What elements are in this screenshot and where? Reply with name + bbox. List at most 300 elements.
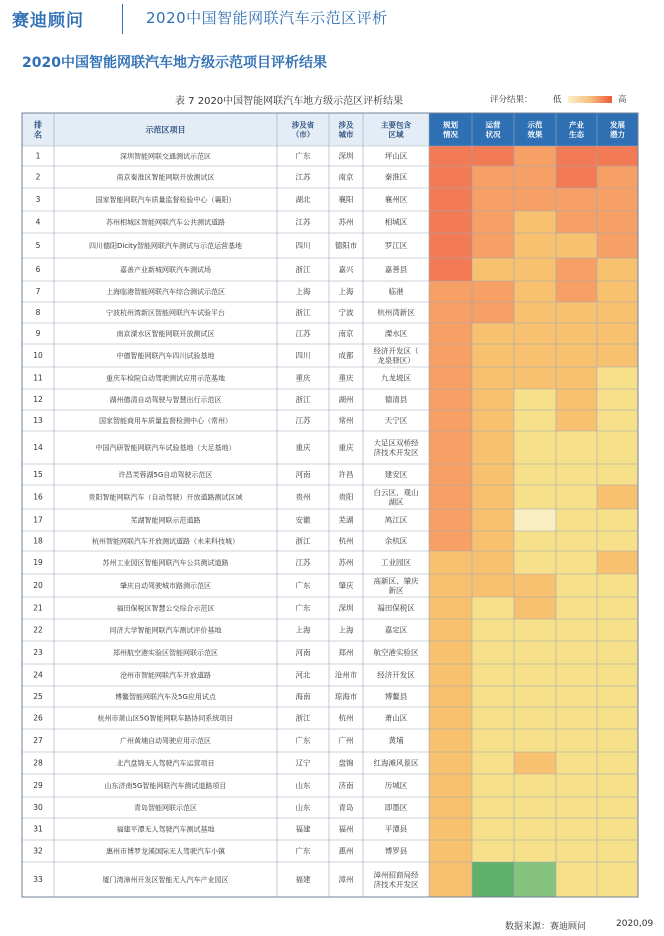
score-cell: [429, 258, 472, 281]
score-cell: [429, 818, 472, 840]
rank-cell: 12: [33, 395, 43, 405]
score-cell: [556, 464, 597, 485]
score-cell: [514, 233, 556, 258]
area-cell: 溧水区: [384, 329, 408, 339]
city-cell: 德阳市: [334, 241, 358, 251]
area-cell: 嘉定区: [384, 625, 408, 635]
area-cell: 德清县: [384, 395, 408, 405]
score-cell: [556, 619, 597, 641]
score-cell: [472, 862, 514, 897]
rank-cell: 8: [35, 308, 41, 318]
rank-cell: 18: [33, 536, 43, 546]
score-cell: [472, 818, 514, 840]
score-cell: [597, 574, 638, 597]
score-cell: [597, 367, 638, 389]
footer-source: 数据来源：赛迪顾问: [505, 922, 587, 932]
score-cell: [514, 619, 556, 641]
project-name-cell: 青岛智能网联示范区: [134, 804, 197, 813]
province-cell: 河北: [295, 670, 311, 680]
score-cell: [514, 774, 556, 797]
score-cell: [472, 664, 514, 686]
score-cell: [429, 485, 472, 509]
city-cell: 漳州: [338, 875, 354, 885]
area-cell: 高新区、肇庆新区: [373, 576, 419, 595]
province-cell: 江苏: [295, 172, 311, 182]
area-cell: 秦淮区: [384, 172, 408, 182]
province-cell: 河南: [295, 648, 311, 658]
score-cell: [597, 686, 638, 707]
rank-cell: 6: [35, 265, 41, 275]
rank-cell: 20: [33, 581, 43, 591]
province-cell: 上海: [295, 287, 311, 297]
score-cell: [597, 729, 638, 752]
score-cell: [429, 797, 472, 818]
col-header-city: 涉及城市: [338, 120, 354, 139]
score-cell: [597, 752, 638, 774]
rank-cell: 26: [33, 713, 43, 723]
province-cell: 广东: [295, 603, 311, 613]
rank-cell: 28: [33, 758, 43, 768]
score-cell: [556, 146, 597, 166]
province-cell: 江苏: [295, 217, 311, 227]
city-cell: 宁波: [338, 308, 354, 318]
province-cell: 广东: [295, 846, 311, 856]
score-cell: [597, 188, 638, 211]
score-cell: [514, 729, 556, 752]
score-cell: [597, 862, 638, 897]
area-cell: 经济开发区: [377, 670, 415, 680]
score-cell: [429, 707, 472, 729]
rank-cell: 13: [33, 416, 43, 426]
project-name-cell: 国家智能商用车质量监督检测中心（常州）: [99, 417, 232, 426]
province-cell: 河南: [295, 470, 311, 480]
score-cell: [597, 774, 638, 797]
area-cell: 天宁区: [384, 416, 408, 426]
score-cell: [597, 707, 638, 729]
score-cell: [472, 258, 514, 281]
score-cell: [597, 509, 638, 531]
city-cell: 广州: [338, 736, 354, 746]
score-cell: [597, 597, 638, 619]
project-name-cell: 博鳌智能网联汽车及5G应用试点: [115, 693, 216, 702]
score-cell: [556, 818, 597, 840]
score-cell: [514, 323, 556, 344]
city-cell: 福州: [338, 824, 354, 834]
rank-cell: 32: [33, 846, 43, 856]
score-cell: [514, 188, 556, 211]
score-cell: [514, 797, 556, 818]
score-cell: [514, 818, 556, 840]
score-cell: [429, 233, 472, 258]
area-cell: 航空港实验区: [373, 648, 419, 658]
score-cell: [429, 281, 472, 302]
project-name-cell: 沧州市智能网联汽车开放道路: [120, 671, 211, 680]
score-cell: [429, 344, 472, 367]
score-cell: [472, 551, 514, 574]
col-header-area: 主要包含区域: [381, 120, 411, 139]
project-name-cell: 苏州工业园区智能网联汽车公共测试道路: [102, 559, 229, 568]
score-cell: [472, 302, 514, 323]
area-cell: 罗江区: [384, 241, 408, 251]
score-cell: [514, 211, 556, 233]
score-cell: [472, 840, 514, 862]
province-cell: 上海: [295, 625, 311, 635]
city-cell: 芜湖: [338, 515, 354, 525]
score-cell: [514, 509, 556, 531]
rank-cell: 14: [33, 443, 43, 453]
rank-cell: 11: [33, 373, 43, 383]
rank-cell: 23: [33, 648, 43, 658]
score-cell: [472, 531, 514, 551]
score-cell: [429, 367, 472, 389]
city-cell: 苏州: [338, 217, 354, 227]
score-cell: [472, 431, 514, 464]
city-cell: 郑州: [338, 648, 354, 658]
project-name-cell: 郑州航空港实验区智能网联示范区: [113, 649, 218, 658]
score-cell: [429, 431, 472, 464]
rank-cell: 16: [33, 492, 43, 502]
score-cell: [556, 729, 597, 752]
score-cell: [429, 597, 472, 619]
province-cell: 湖北: [295, 195, 311, 205]
score-cell: [556, 664, 597, 686]
score-cell: [472, 389, 514, 410]
col-header-name: 示范区项目: [145, 125, 186, 135]
score-cell: [556, 188, 597, 211]
area-cell: 襄州区: [384, 195, 408, 205]
score-cell: [556, 597, 597, 619]
score-cell: [514, 344, 556, 367]
rank-cell: 9: [35, 329, 41, 339]
score-cell: [556, 509, 597, 531]
project-name-cell: 广州黄埔自动驾驶应用示范区: [120, 737, 211, 746]
header-title: 2020中国智能网联汽车示范区评析: [146, 9, 388, 27]
score-cell: [597, 211, 638, 233]
score-cell: [429, 574, 472, 597]
score-cell: [597, 431, 638, 464]
score-cell: [597, 641, 638, 664]
score-cell: [556, 797, 597, 818]
score-cell: [556, 752, 597, 774]
score-cell: [597, 551, 638, 574]
score-cell: [429, 410, 472, 431]
province-cell: 重庆: [295, 373, 311, 383]
area-cell: 福田保税区: [377, 603, 415, 613]
province-cell: 浙江: [295, 536, 311, 546]
province-cell: 四川: [295, 241, 311, 251]
score-cell: [556, 367, 597, 389]
city-cell: 常州: [338, 416, 354, 426]
city-cell: 青岛: [338, 803, 354, 813]
area-cell: 九龙坡区: [381, 373, 411, 383]
score-cell: [472, 686, 514, 707]
legend-label: 评分结果：: [490, 95, 533, 105]
area-cell: 嘉善县: [384, 265, 408, 275]
score-cell: [472, 367, 514, 389]
rank-cell: 33: [33, 875, 43, 885]
score-cell: [514, 840, 556, 862]
province-cell: 广东: [295, 581, 311, 591]
city-cell: 重庆: [338, 443, 354, 453]
score-cell: [472, 707, 514, 729]
city-cell: 肇庆: [338, 581, 354, 591]
project-name-cell: 中国汽研智能网联汽车试验基地（大足基地）: [95, 444, 236, 453]
city-cell: 深圳: [338, 603, 354, 613]
city-cell: 济南: [338, 781, 354, 791]
score-cell: [429, 302, 472, 323]
province-cell: 江苏: [295, 558, 311, 568]
project-name-cell: 同济大学智能网联汽车测试评价基地: [109, 626, 222, 635]
score-cell: [556, 389, 597, 410]
score-cell: [597, 302, 638, 323]
score-cell: [556, 431, 597, 464]
score-cell: [472, 464, 514, 485]
province-cell: 四川: [295, 351, 311, 361]
score-cell: [514, 862, 556, 897]
rank-cell: 31: [33, 824, 43, 834]
project-name-cell: 中德智能网联汽车四川试验基地: [116, 352, 215, 361]
score-cell: [597, 797, 638, 818]
city-cell: 苏州: [338, 558, 354, 568]
score-cell: [514, 166, 556, 188]
city-cell: 贵阳: [338, 492, 354, 502]
score-cell: [514, 464, 556, 485]
score-cell: [514, 551, 556, 574]
score-cell: [556, 410, 597, 431]
score-cell: [472, 281, 514, 302]
footer-date: 2020,09: [616, 919, 654, 929]
rank-cell: 27: [33, 736, 43, 746]
city-cell: 嘉兴: [338, 265, 354, 275]
score-cell: [472, 233, 514, 258]
area-cell: 相城区: [384, 217, 408, 227]
project-name-cell: 山东济南5G智能网联汽车测试道路项目: [104, 782, 227, 791]
score-cell: [556, 302, 597, 323]
area-cell: 博罗县: [384, 846, 408, 856]
score-cell: [429, 862, 472, 897]
brand-logo: 赛迪顾问: [12, 11, 84, 31]
city-cell: 惠州: [338, 846, 354, 856]
project-name-cell: 宁波杭州湾新区智能网联汽车试验平台: [106, 309, 225, 318]
province-cell: 浙江: [295, 265, 311, 275]
score-cell: [597, 464, 638, 485]
score-cell: [429, 188, 472, 211]
score-cell: [556, 211, 597, 233]
city-cell: 南京: [338, 172, 354, 182]
score-cell: [472, 146, 514, 166]
area-cell: 即墨区: [384, 803, 408, 813]
score-cell: [514, 431, 556, 464]
score-cell: [514, 641, 556, 664]
score-cell: [556, 774, 597, 797]
score-cell: [472, 485, 514, 509]
table-caption: 表 7 2020中国智能网联汽车地方级示范区评析结果: [175, 96, 404, 107]
score-cell: [514, 410, 556, 431]
city-cell: 盘锦: [338, 758, 354, 768]
project-name-cell: 南京溧水区智能网联开放测试区: [116, 330, 215, 339]
project-name-cell: 北汽盘锦无人驾驶汽车运营项目: [116, 759, 215, 768]
section-title: 2020中国智能网联汽车地方级示范项目评析结果: [22, 55, 327, 71]
score-cell: [472, 188, 514, 211]
project-name-cell: 福建平潭无人驾驶汽车测试基地: [116, 825, 215, 834]
score-cell: [514, 302, 556, 323]
score-cell: [429, 166, 472, 188]
province-cell: 江苏: [295, 329, 311, 339]
score-cell: [556, 323, 597, 344]
score-cell: [429, 211, 472, 233]
rank-cell: 22: [33, 625, 43, 635]
score-cell: [556, 551, 597, 574]
score-cell: [429, 641, 472, 664]
area-cell: 漳州招商局经济技术开发区: [373, 870, 419, 889]
col-header-score-1: 规划情况: [443, 120, 458, 139]
project-name-cell: 嘉善产业新城网联汽车测试场: [120, 266, 211, 275]
project-name-cell: 苏州相城区智能网联汽车公共测试道路: [106, 218, 225, 227]
area-cell: 建安区: [384, 470, 408, 480]
col-header-score-4: 产业生态: [569, 120, 584, 139]
project-name-cell: 四川德阳Dicity智能网联汽车测试与示范运营基地: [88, 242, 243, 251]
province-cell: 广东: [295, 151, 311, 161]
province-cell: 广东: [295, 736, 311, 746]
col-header-province: 涉及省（市）: [291, 120, 315, 139]
score-cell: [514, 752, 556, 774]
score-cell: [556, 707, 597, 729]
score-cell: [429, 551, 472, 574]
score-cell: [472, 509, 514, 531]
score-cell: [472, 597, 514, 619]
score-cell: [429, 664, 472, 686]
score-cell: [472, 166, 514, 188]
province-cell: 浙江: [295, 308, 311, 318]
score-cell: [472, 619, 514, 641]
rank-cell: 15: [33, 470, 43, 480]
score-cell: [429, 323, 472, 344]
score-cell: [514, 258, 556, 281]
area-cell: 大足区双桥经济技术开发区: [373, 438, 419, 457]
city-cell: 琼海市: [334, 692, 358, 702]
score-cell: [472, 729, 514, 752]
score-cell: [429, 774, 472, 797]
score-cell: [472, 774, 514, 797]
score-cell: [597, 389, 638, 410]
city-cell: 杭州: [338, 536, 354, 546]
city-cell: 南京: [338, 329, 354, 339]
score-cell: [429, 619, 472, 641]
score-cell: [556, 840, 597, 862]
project-name-cell: 南京秦淮区智能网联开放测试区: [116, 173, 215, 182]
city-cell: 上海: [338, 625, 354, 635]
score-cell: [429, 752, 472, 774]
score-cell: [429, 686, 472, 707]
score-cell: [597, 531, 638, 551]
score-cell: [597, 619, 638, 641]
province-cell: 浙江: [295, 713, 311, 723]
rank-cell: 4: [35, 217, 41, 227]
score-cell: [597, 485, 638, 509]
area-cell: 临港: [388, 287, 404, 297]
rank-cell: 2: [35, 172, 41, 182]
city-cell: 杭州: [338, 713, 354, 723]
area-cell: 平潭县: [384, 824, 408, 834]
legend-low: 低: [553, 95, 562, 105]
city-cell: 深圳: [338, 151, 354, 161]
rank-cell: 19: [33, 558, 43, 568]
score-cell: [597, 664, 638, 686]
project-name-cell: 惠州市博罗龙溪国际无人驾驶汽车小镇: [106, 847, 225, 856]
score-cell: [597, 166, 638, 188]
score-cell: [472, 344, 514, 367]
legend-high: 高: [618, 95, 627, 105]
province-cell: 辽宁: [295, 758, 311, 768]
city-cell: 上海: [338, 287, 354, 297]
score-cell: [429, 729, 472, 752]
area-cell: 博鳌县: [384, 692, 408, 702]
score-cell: [556, 233, 597, 258]
project-name-cell: 许昌芙蓉湖5G自动驾驶示范区: [118, 471, 213, 480]
project-name-cell: 福田保税区智慧公交综合示范区: [116, 604, 215, 613]
project-name-cell: 厦门湾漳州开发区智能无人汽车产业园区: [102, 876, 229, 885]
col-header-score-2: 运营状况: [485, 120, 501, 139]
col-header-score-5: 发展潜力: [610, 120, 625, 139]
score-cell: [556, 344, 597, 367]
rank-cell: 10: [33, 351, 43, 361]
score-cell: [514, 485, 556, 509]
project-name-cell: 肇庆自动驾驶城市路测示范区: [120, 582, 211, 591]
city-cell: 襄阳: [338, 195, 354, 205]
rank-cell: 5: [35, 241, 41, 251]
area-cell: 红海滩风景区: [373, 758, 419, 768]
rank-cell: 30: [33, 803, 43, 813]
score-cell: [514, 281, 556, 302]
score-cell: [556, 531, 597, 551]
city-cell: 许昌: [338, 470, 354, 480]
province-cell: 山东: [295, 803, 311, 813]
province-cell: 江苏: [295, 416, 311, 426]
rank-cell: 24: [33, 670, 43, 680]
project-name-cell: 杭州市萧山区5G智能网联车路协同系统项目: [97, 714, 234, 723]
province-cell: 安徽: [295, 515, 311, 525]
score-cell: [597, 281, 638, 302]
area-cell: 坪山区: [384, 151, 408, 161]
rank-cell: 3: [35, 195, 41, 205]
project-name-cell: 深圳智能网联交通测试示范区: [120, 152, 211, 161]
score-cell: [556, 281, 597, 302]
score-cell: [429, 146, 472, 166]
score-cell: [514, 574, 556, 597]
score-cell: [597, 233, 638, 258]
score-cell: [514, 389, 556, 410]
score-cell: [472, 752, 514, 774]
province-cell: 重庆: [295, 443, 311, 453]
project-name-cell: 芜湖智能网联示范道路: [130, 516, 201, 525]
area-cell: 余杭区: [384, 536, 408, 546]
score-cell: [514, 531, 556, 551]
province-cell: 浙江: [295, 395, 311, 405]
city-cell: 成都: [338, 351, 354, 361]
project-name-cell: 重庆车检院自动驾驶测试应用示范基地: [106, 374, 225, 383]
score-cell: [429, 509, 472, 531]
rank-cell: 25: [33, 692, 43, 702]
area-cell: 历城区: [384, 781, 408, 791]
score-cell: [514, 686, 556, 707]
province-cell: 贵州: [295, 492, 311, 502]
project-name-cell: 贵阳智能网联汽车（自动驾驶）开放道路测试区域: [88, 493, 243, 502]
score-cell: [429, 531, 472, 551]
score-cell: [514, 707, 556, 729]
score-cell: [472, 797, 514, 818]
score-cell: [556, 862, 597, 897]
project-name-cell: 国家智能网联汽车质量监督检验中心（襄阳）: [95, 196, 236, 205]
